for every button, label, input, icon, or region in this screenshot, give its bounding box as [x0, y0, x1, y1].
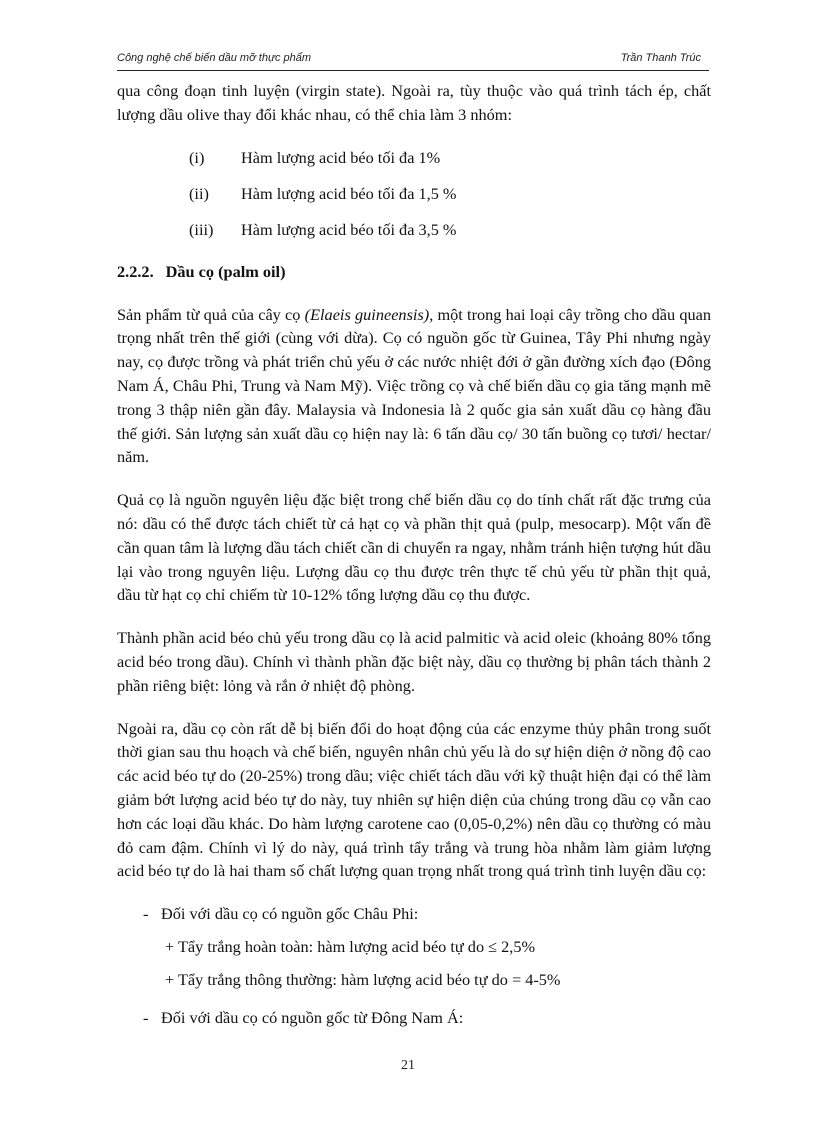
text-run: , một trong hai loại cây trồng cho dầu quan trọng nhất trên thế giới (cùng với dừa). Cọ có nguồn gốc từ Guinea, Tây Phi nhưng ngày nay, cọ được trồng và phát triển chủ yếu ở các nước nhiệt đới ở gần đường xích đạo (Đông Nam Á, Châu Phi, Trung và Nam Mỹ). Việc trồng cọ và chế biến dầu cọ gia tăng mạnh mẽ trong 3 thập niên gần đây. Malaysia và Indonesia là 2 quốc gia sản xuất dầu cọ hàng đầu thế giới. Sản lượng sản xuất dầu cọ hiện nay là: 6 tấn dầu cọ/ 30 tấn buồng cọ tươi/ hectar/ năm.: [117, 304, 712, 467]
text-run: Sản phẩm từ quả của cây cọ: [117, 304, 305, 324]
dash-marker: -: [143, 1007, 149, 1027]
list-item-text: Hàm lượng acid béo tối đa 1%: [241, 147, 441, 167]
palm-fruit-paragraph: Quả cọ là nguồn nguyên liệu đặc biệt trong chế biến dầu cọ do tính chất rất đặc trưng của nó: dầu có thể được tách chiết từ cả hạt cọ và phần thịt quả (pulp, mesocarp). Một vấn đề cần quan tâm là lượng dầu tách chiết cần di chuyển ra ngay, nhằm tránh hiện tượng hút dầu lại vào trong nguyên liệu. Lượng dầu cọ thu được trên thực tế chủ yếu từ phần thịt quả, dầu từ hạt cọ chỉ chiếm từ 10-12% tổng lượng dầu cọ thu được.: [117, 490, 711, 605]
fatty-acid-paragraph: Thành phần acid béo chủ yếu trong dầu cọ là acid palmitic và acid oleic (khoảng 80% tổng acid béo trong dầu). Chính vì thành phần đặc biệt này, dầu cọ thường bị phân tách thành 2 phần riêng biệt: lỏng và rắn ở nhiệt độ phòng.: [117, 628, 711, 695]
bullet-africa: [117, 902, 711, 926]
header-book-title: Công nghệ chế biến dầu mỡ thực phẩm: [117, 52, 312, 64]
header-author: Trần Thanh Trúc: [620, 52, 701, 64]
bullet-southeast-asia: [117, 1006, 711, 1030]
scientific-name: (Elaeis guineensis): [304, 304, 430, 324]
section-number: 2.2.2.: [117, 261, 154, 281]
olive-groups-list: [117, 146, 711, 254]
bullet-text: Đối với dầu cọ có nguồn gốc Châu Phi:: [161, 904, 419, 924]
list-item-text: Hàm lượng acid béo tối đa 1,5 %: [241, 183, 457, 203]
bullet-text: Đối với dầu cọ có nguồn gốc từ Đông Nam Á:: [161, 1007, 464, 1027]
list-item: [117, 182, 711, 218]
sub-item-full-bleaching: + Tẩy trắng hoàn toàn: hàm lượng acid béo tự do ≤ 2,5%: [165, 936, 536, 956]
palm-intro-paragraph: [117, 303, 711, 470]
list-item: [117, 218, 711, 254]
list-item-number: (i): [189, 147, 205, 167]
list-item-number: (iii): [189, 219, 214, 239]
section-title: Dầu cọ (palm oil): [165, 261, 286, 281]
running-header: [117, 44, 709, 71]
section-heading: [117, 260, 711, 284]
list-item-number: (ii): [189, 183, 209, 203]
list-item: [117, 146, 711, 182]
list-item-text: Hàm lượng acid béo tối đa 3,5 %: [241, 219, 457, 239]
intro-paragraph: qua công đoạn tinh luyện (virgin state). Ngoài ra, tùy thuộc vào quá trình tách ép, chất lượng dầu olive thay đổi khác nhau, có thể chia làm 3 nhóm:: [117, 81, 711, 124]
enzyme-paragraph: Ngoài ra, dầu cọ còn rất dễ bị biến đổi do hoạt động của các enzyme thủy phân trong suốt thời gian sau thu hoạch và chế biến, nguyên nhân chủ yếu là do sự hiện diện ở nồng độ cao các acid béo tự do (20-25%) trong dầu; việc chiết tách dầu với kỹ thuật hiện đại có thể làm giảm bớt lượng acid béo tự do này, tuy nhiên sự hiện diện của chúng trong dầu cọ vẫn cao hơn các loại dầu khác. Do hàm lượng carotene cao (0,05-0,2%) nên dầu cọ thường có màu đỏ cam đậm. Chính vì lý do này, quá trình tẩy trắng và trung hòa nhằm làm giảm lượng acid béo tự do là hai tham số chất lượng quan trọng nhất trong quá trình tinh luyện dầu cọ:: [117, 718, 711, 881]
page-number: 21: [401, 1058, 415, 1073]
sub-item-normal-bleaching: + Tẩy trắng thông thường: hàm lượng acid béo tự do = 4-5%: [165, 969, 561, 989]
page-body: [117, 79, 711, 1029]
dash-marker: -: [143, 904, 149, 924]
